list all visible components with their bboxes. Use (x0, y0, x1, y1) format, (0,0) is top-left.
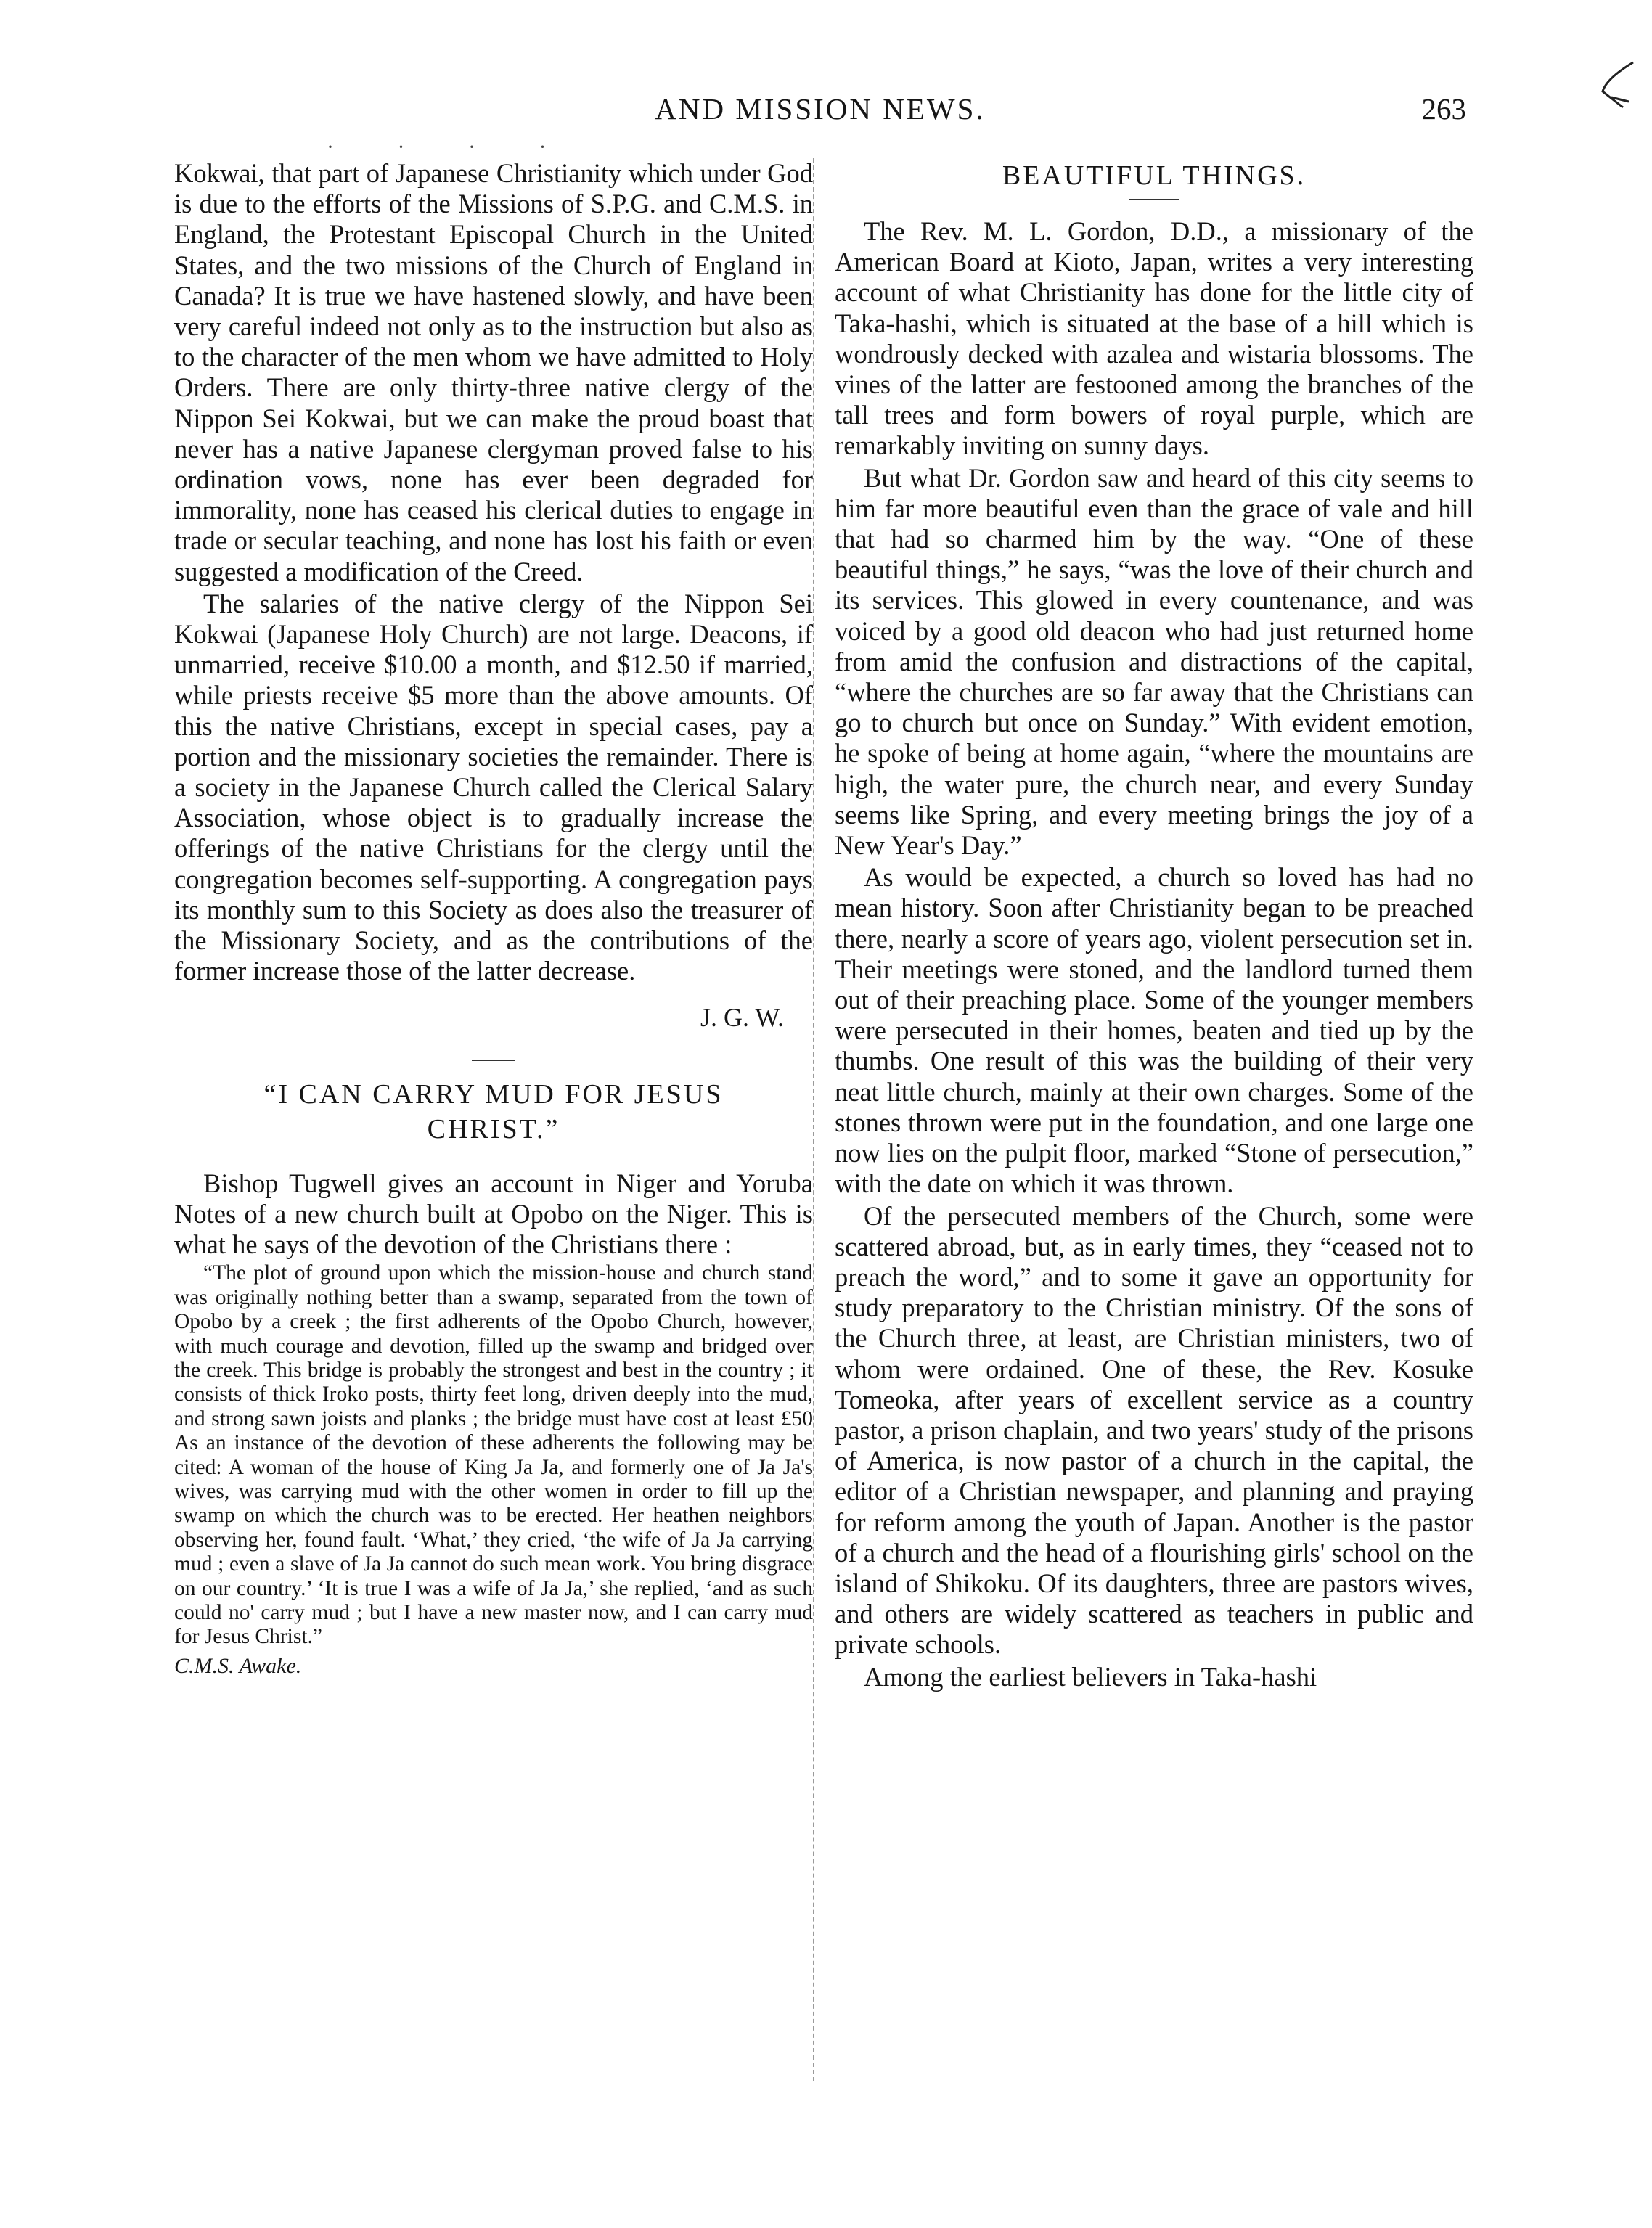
right-column (835, 158, 1473, 1692)
paragraph: Of the persecuted members of the Church, some were scattered abroad, but, as in early times, they “ceased not to preach the word,” and to some it gave an opportunity for study preparatory to the Christian ministry. Of the sons of the Church three, at least, are Christian ministers, two of whom were ordained. One of these, the Rev. Kosuke Tomeoka, after years of excellent service as a country pastor, a prison chaplain, and two years' study of the prisons of America, is now pastor of a church in the capital, the editor of a Christian newspaper, and planning and praying for reform among the youth of Japan. Another is the pastor of a church and the head of a flourishing girls' school on the island of Shikoku. Of its daughters, three are pastors wives, and others are widely scattered as teachers in public and private schools. (835, 1200, 1473, 1660)
page-number: 263 (1421, 92, 1466, 126)
paragraph: As would be expected, a church so loved has had no mean history. Soon after Christianity began to be preached there, nearly a score of years ago, violent persecution set in. Their meetings were stoned, and the landlord turned them out of their preaching place. Some of the younger members were persecuted in their homes, beaten and tied up by the thumbs. One result of this was the building of their very neat little church, mainly at their own charges. Some of the stones thrown were put in the foundation, and one large one now lies on the pulpit floor, marked “Stone of persecution,” with the date on which it was thrown. (835, 862, 1473, 1199)
paragraph: Among the earliest believers in Taka-hashi (864, 1661, 1317, 1692)
column-divider (813, 158, 814, 2081)
article-title: BEAUTIFUL THINGS. (1002, 160, 1307, 191)
margin-mark-icon (1597, 57, 1640, 144)
quote-source: C.M.S. Awake. (174, 1653, 302, 1678)
running-head (174, 91, 1466, 135)
running-title: AND MISSION NEWS. (655, 92, 986, 126)
article-title: “I CAN CARRY MUD FOR JESUS CHRIST.” (263, 1078, 724, 1144)
block-quote: “The plot of ground upon which the mission-house and church stand was originally nothing better than a swamp, separated from the town of Opobo by a creek ; the first adherents of the Opobo Church, however, with much courage and devotion, filled up the swamp and bridged over the creek. This bridge is probably the strongest and best in the country ; it consists of thick Iroko posts, thirty feet long, driven deeply into the mud, and strong sawn joists and planks ; the bridge must have cost at least £50 As an instance of the devotion of these adherents the following may be cited: A woman of the house of King Ja Ja, and formerly one of Ja Ja's wives, was carrying mud with the other women in order to fill up the swamp on which the church was to be erected. Her heathen neighbors observing her, found fault. ‘What,’ they cried, ‘the wife of Ja Ja carrying mud ; even a slave of Ja Ja cannot do such mean work. You bring disgrace on our country.’ ‘It is true I was a wife of Ja Ja,’ she replied, ‘and as such could no' carry mud ; but I have a new master now, and I can carry mud for Jesus Christ.” (174, 1261, 813, 1649)
title-rule (1129, 199, 1179, 200)
paragraph: The salaries of the native clergy of the Nippon Sei Kokwai (Japanese Holy Church) are not large. Deacons, if unmarried, receive $10.00 a month, and $12.50 if married, while priests receive $5 more than the above amounts. Of this the native Christians, except in special cases, pay a portion and the missionary societies the remainder. There is a society in the Japanese Church called the Clerical Salary Association, whose object is to gradually increase the offerings of the native Christians for the clergy until the congregation becomes self-supporting. A congregation pays its monthly sum to this Society as does also the treasurer of the Missionary Society, and as the contributions of the former increase those of the latter decrease. (174, 588, 813, 986)
paragraph: Bishop Tugwell gives an account in Niger and Yoruba Notes of a new church built at Opobo on the Niger. This is what he says of the devotion of the Christians there : (174, 1168, 813, 1260)
section-divider (472, 1060, 515, 1061)
paragraph: But what Dr. Gordon saw and heard of this city seems to him far more beautiful even than the grace of vale and hill that had so charmed him by the way. “One of these beautiful things,” he says, “was the love of their church and its services. This glowed in every countenance, and was voiced by a good old deacon who had just returned home from amid the confusion and distractions of the capital, “where the churches are so far away that the Christians can go to church but once on Sunday.” With evident emotion, he spoke of being at home again, “where the mountains are high, the water pure, the church near, and every Sunday seems like Spring, and every meeting brings the joy of a New Year's Day.” (835, 462, 1473, 861)
author-signature: J. G. W. (700, 1003, 784, 1033)
print-specks: · · · · (327, 135, 576, 159)
left-column (174, 158, 813, 1682)
paragraph: Kokwai, that part of Japanese Christianity which under God is due to the efforts of the Missions of S.P.G. and C.M.S. in England, the Protestant Episcopal Church in the United States, and the two missions of the Church of England in Canada? It is true we have hastened slowly, and have been very careful indeed not only as to the instruction but also as to the character of the men whom we have admitted to Holy Orders. There are only thirty-three native clergy of the Nippon Sei Kokwai, but we can make the proud boast that never has a native Japanese clergyman proved false to his ordination vows, none has ever been degraded for immorality, none has ceased his clerical duties to engage in trade or secular teaching, and none has lost his faith or even suggested a modification of the Creed. (174, 158, 813, 586)
paragraph: The Rev. M. L. Gordon, D.D., a missionary of the American Board at Kioto, Japan, writes a very interesting account of what Christianity has done for the little city of Taka-hashi, which is situated at the base of a hill which is wondrously decked with azalea and wistaria blossoms. The vines of the latter are festooned among the branches of the tall trees and form bowers of royal purple, which are remarkably inviting on sunny days. (835, 216, 1473, 461)
